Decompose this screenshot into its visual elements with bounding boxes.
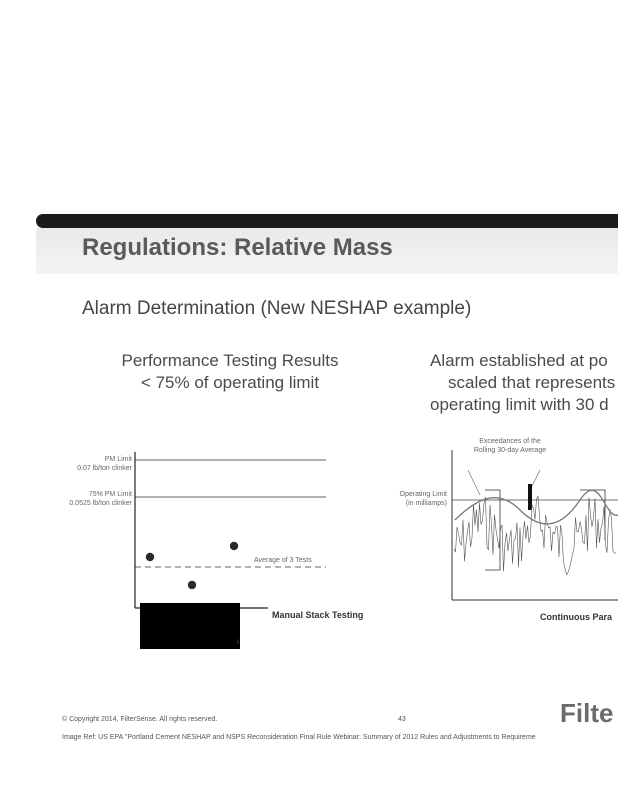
right-panel-heading: [430, 350, 615, 416]
page-number: 43: [398, 716, 406, 723]
average-label: Average of 3 Tests: [254, 557, 312, 564]
redaction-box: [140, 603, 240, 649]
pm75-limit-label: [30, 490, 132, 508]
left-heading-line2: < 75% of operating limit: [140, 373, 320, 392]
image-reference: Image Ref: US EPA "Portland Cement NESHAP and NSPS Reconsideration Final Rule Webinar: Summary of 2012 Rules and Adjustments to Requireme: [62, 734, 536, 741]
pm75-label-line1: 75% PM Limit: [88, 491, 132, 498]
test-point-3: [230, 542, 238, 550]
exceed-label-line1: Exceedances of the: [479, 438, 541, 445]
header-bar: [36, 214, 618, 228]
exceed-label-line2: Rolling 30-day Average: [473, 447, 547, 454]
continuous-parameter-chart: [440, 440, 618, 610]
continuous-caption: Continuous Para: [540, 612, 613, 622]
left-heading-line1: Performance Testing Results: [121, 351, 339, 370]
pm-limit-label: [30, 455, 132, 473]
page-fragment: 3: [236, 640, 240, 646]
company-logo: Filte: [560, 698, 614, 728]
copyright-text: © Copyright 2014, FilterSense. All rights reserved.: [62, 716, 218, 723]
slide-subtitle: Alarm Determination (New NESHAP example): [82, 298, 472, 319]
right-heading-line2: scaled that represents: [448, 373, 616, 392]
pointer-line-1: [468, 470, 480, 495]
pm75-label-line2: 0.0525 lb/ton clinker: [69, 500, 132, 507]
oplimit-line2: (in milliamps): [405, 500, 447, 507]
left-panel-heading: [60, 350, 400, 394]
pm-limit-label-line1: PM Limit: [104, 456, 132, 463]
oplimit-line1: Operating Limit: [399, 491, 447, 498]
parameter-signal: [454, 496, 616, 575]
operating-limit-label: [365, 490, 447, 508]
bracket-1: [485, 490, 500, 570]
test-point-2: [188, 581, 196, 589]
manual-stack-caption: Manual Stack Testing: [272, 610, 364, 620]
pm-limit-label-line2: 0.07 lb/ton clinker: [77, 465, 132, 472]
exceedance-marker: [528, 484, 532, 510]
right-heading-line1: Alarm established at po: [430, 351, 608, 370]
slide-title: Regulations: Relative Mass: [82, 234, 393, 261]
right-heading-line3: operating limit with 30 d: [430, 395, 609, 414]
test-point-1: [146, 553, 154, 561]
